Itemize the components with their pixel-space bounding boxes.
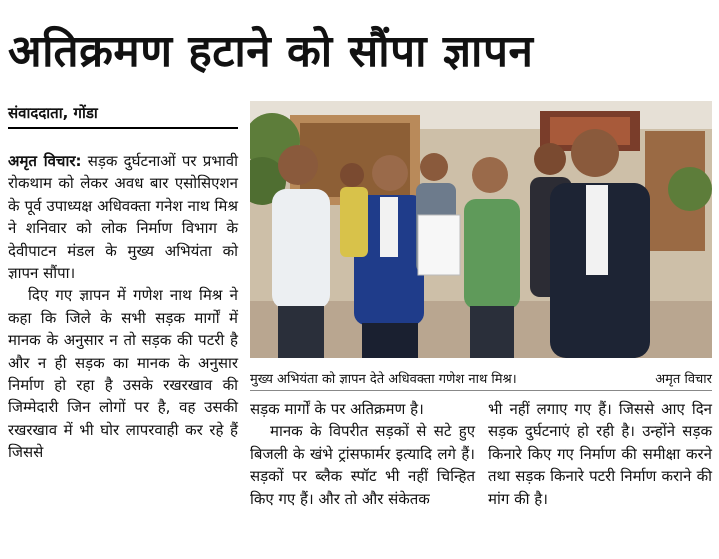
people-handing-memorandum-photo <box>250 101 712 358</box>
photo-caption: मुख्य अभियंता को ज्ञापन देते अधिवक्ता गणेश नाथ मिश्र। <box>250 372 517 387</box>
column-3 <box>488 398 712 510</box>
byline: संवाददाता, गोंडा <box>8 104 98 122</box>
paragraph-2-part-1: दिए गए ज्ञापन में गणेश नाथ मिश्र ने कहा कि जिले के सभी सड़क मार्गों में मानक के अनुसार न तो सड़क की पटरी है और न ही सड़क का मानक के अनुसार निर्माण हो रहा है उसके रखरखाव की जिम्मेदारी जिन लोगों पर है, वह उसकी रखरखाव में भी घोर लापरवाही कर रहे हैं जिससे <box>8 286 238 462</box>
news-photo <box>250 101 712 358</box>
paragraph-1-body: सड़क दुर्घटनाओं पर प्रभावी रोकथाम को लेकर अवध बार एसोसिएशन के पूर्व उपाध्यक्ष अधिवक्ता गनेश नाथ मिश्र ने शनिवार को लोक निर्माण विभाग के देवीपाटन मंडल के मुख्य अभियंता को ज्ञापन सौंपा। <box>8 152 238 283</box>
paragraph-3-part-1: मानक के विपरीत सड़कों से सटे हुए बिजली के खंभे ट्रांसफार्मर इत्यादि लगे हैं। सड़कों पर ब्लैक स्पॉट भी नहीं चिन्हित किए गए हैं। और तो और संकेतक <box>250 422 475 508</box>
paragraph-3-part-2: भी नहीं लगाए गए हैं। जिससे आए दिन सड़क दुर्घटनाएं हो रही है। उन्होंने सड़क किनारे किए गए निर्माण की समीक्षा करने तथा सड़क किनारे पटरी निर्माण कराने की मांग की है। <box>488 400 712 508</box>
paragraph-2-part-2: सड़क मार्गों के पर अतिक्रमण है। <box>250 400 424 418</box>
paragraph-1 <box>8 150 238 284</box>
byline-rule <box>8 127 238 129</box>
column-2 <box>250 398 475 510</box>
lead-source: अमृत विचार: <box>8 152 82 170</box>
photo-caption-row <box>250 366 712 391</box>
headline: अतिक्रमण हटाने को सौंपा ज्ञापन <box>8 26 534 77</box>
column-1 <box>8 150 238 464</box>
photo-credit: अमृत विचार <box>655 372 712 387</box>
